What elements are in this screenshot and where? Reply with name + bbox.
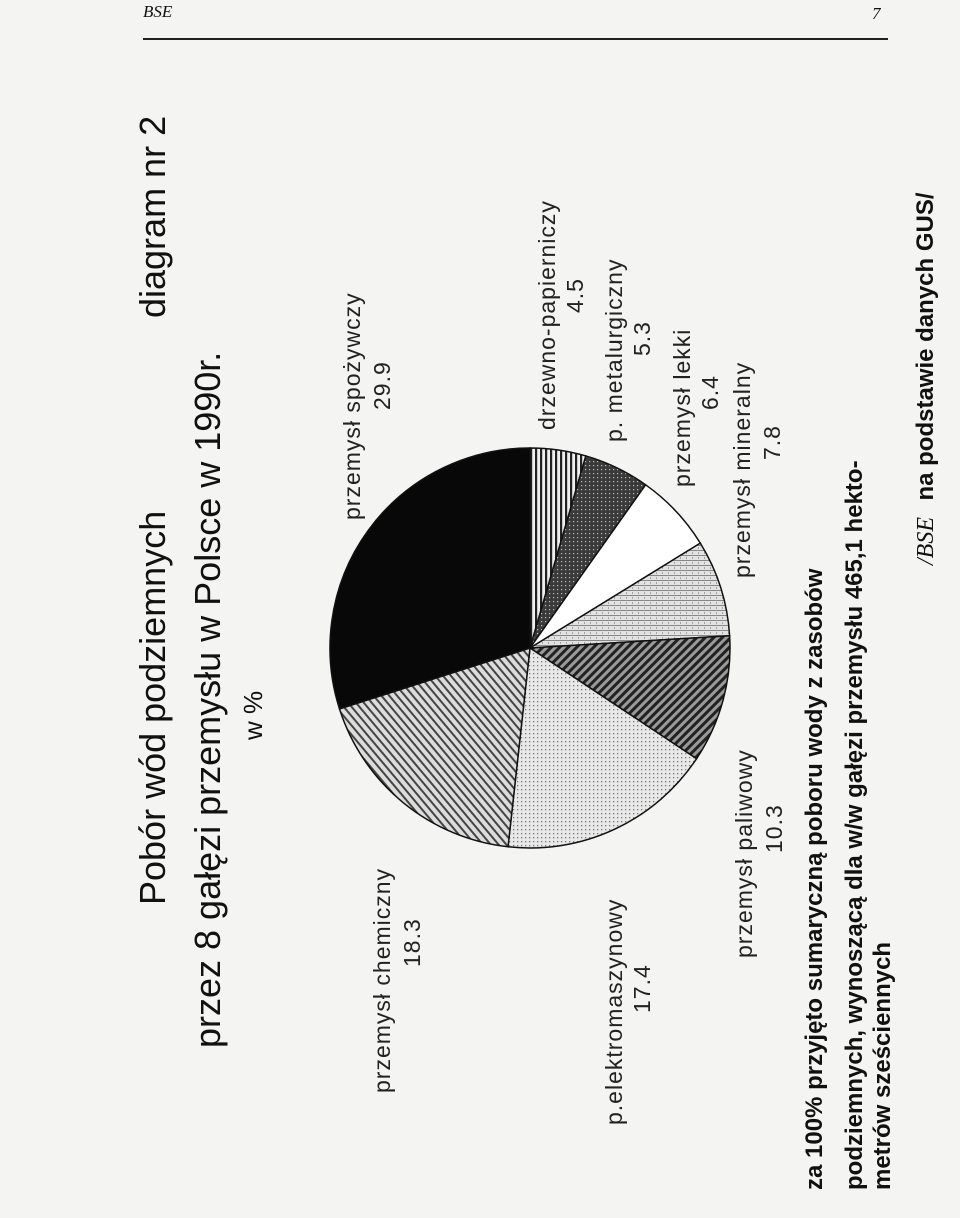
footnote-line-2: podziemnych, wynoszącą dla w/w gałęzi przemysłu 465,1 hekto- — [841, 460, 868, 1190]
slice-label-2: p. metalurgiczny — [601, 258, 627, 442]
source-note — [912, 192, 939, 567]
slice-value-4: 7.8 — [759, 425, 785, 460]
source-prefix: /BSE — [913, 517, 939, 565]
header-left: BSE — [143, 2, 173, 21]
slice-value-0: 29.9 — [369, 361, 395, 410]
slice-label-0: przemysł spożywczy — [339, 292, 365, 520]
slice-label-1: drzewno-papierniczy — [534, 200, 560, 430]
chart-title: Pobór wód podziemnych — [132, 510, 173, 905]
slice-value-6: 17.4 — [629, 964, 655, 1013]
unit-label: w % — [238, 690, 268, 740]
slice-value-1: 4.5 — [562, 278, 588, 313]
slice-label-3: przemysł lekki — [669, 328, 695, 487]
diagram-number: diagram nr 2 — [132, 115, 173, 318]
slice-label-4: przemysł mineralny — [729, 361, 755, 578]
slice-value-3: 6.4 — [697, 375, 723, 410]
slice-label-7: przemysł chemiczny — [369, 867, 395, 1093]
chart-subtitle: przez 8 gałęzi przemysłu w Polsce w 1990r. — [187, 351, 228, 1048]
slice-value-2: 5.3 — [629, 321, 655, 356]
page-number: 7 — [872, 4, 881, 23]
footnote-line-1: za 100% przyjęto sumaryczną poboru wody z zasobów — [801, 568, 828, 1190]
slice-label-5: przemysł paliwowy — [731, 749, 757, 958]
slice-label-6: p.elektromaszynowy — [601, 898, 627, 1125]
slice-value-5: 10.3 — [761, 804, 787, 853]
slice-value-7: 18.3 — [399, 918, 425, 967]
footnote-line-3: metrów sześciennych — [869, 941, 896, 1190]
source-text: na podstawie danych GUS/ — [912, 192, 939, 501]
